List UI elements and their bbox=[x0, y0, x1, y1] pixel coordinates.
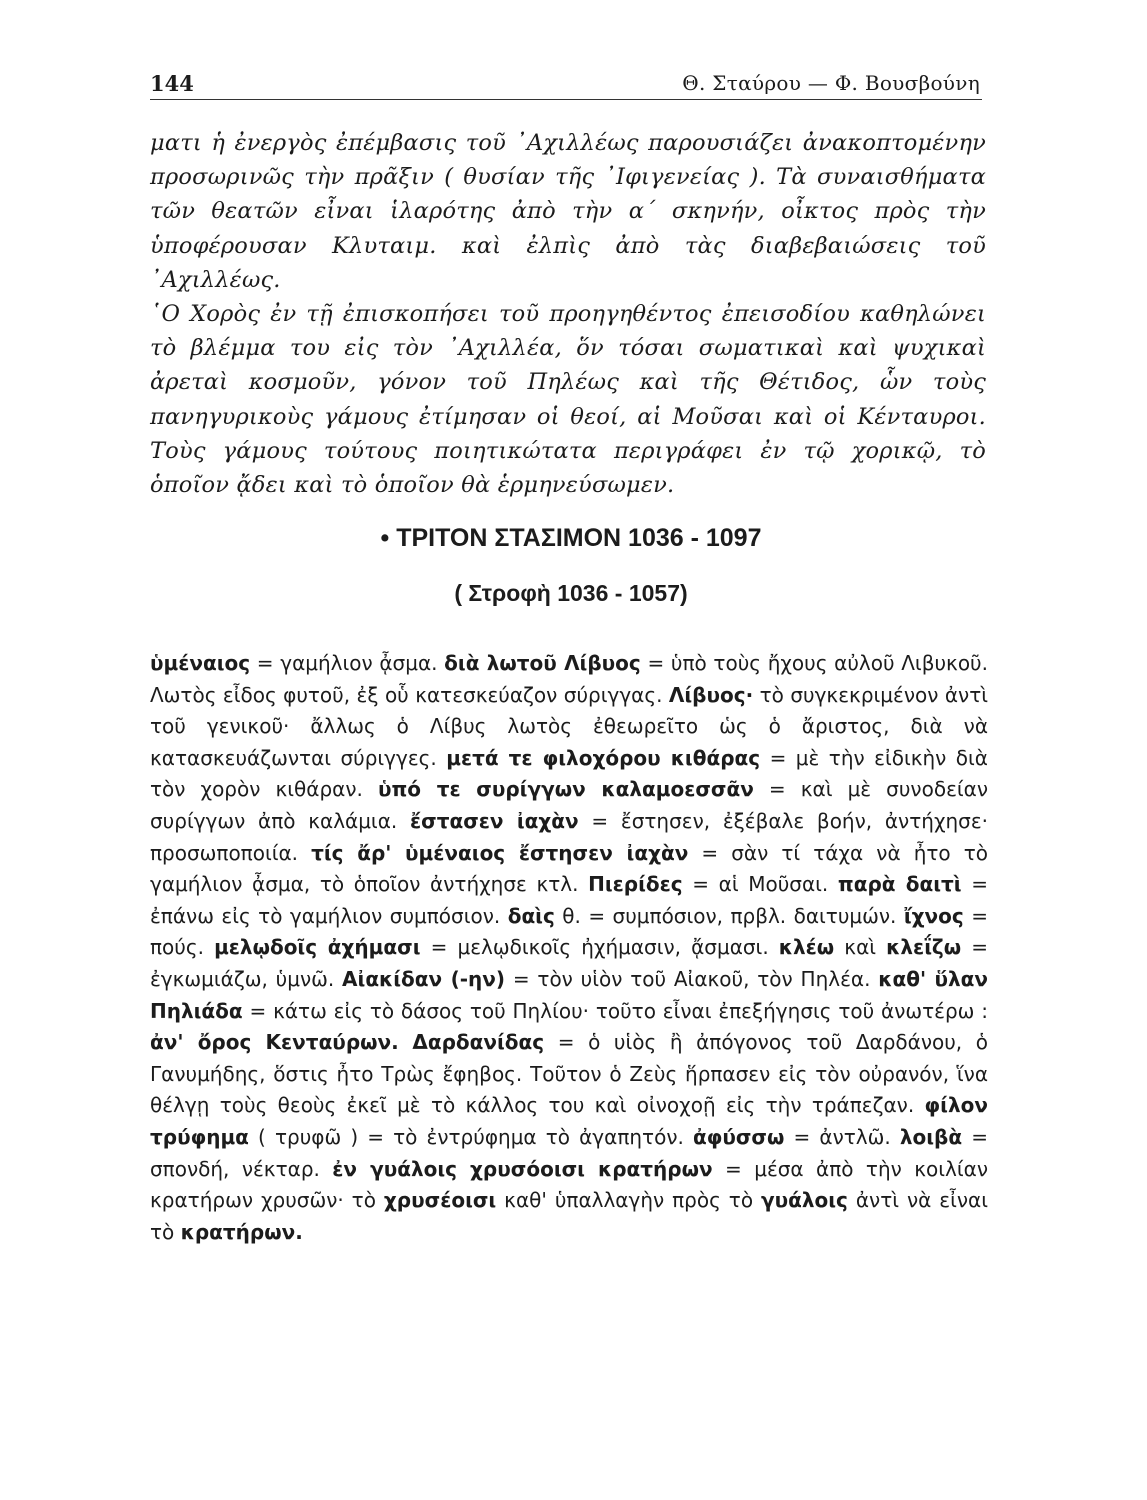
gloss-term: κρατήρων. bbox=[180, 1219, 303, 1244]
gloss-term: ὑπό τε συρίγγων καλαμοεσσᾶν bbox=[377, 777, 754, 802]
glossary bbox=[150, 648, 988, 1248]
gloss-definition: = μέσα ἀπὸ τὴν κοιλίαν κρατήρων χρυσῶν· τὸ bbox=[150, 1156, 988, 1213]
gloss-definition: = ἐπάνω εἰς τὸ γαμήλιον συμπόσιον. bbox=[150, 872, 988, 928]
gloss-definition: = σπονδή, νέκταρ. bbox=[150, 1124, 988, 1181]
running-head: Θ. Σταύρου — Φ. Βουσβούνη bbox=[682, 71, 980, 95]
gloss-term: μελῳδοῖς ἀχήμασι bbox=[214, 935, 421, 960]
gloss-definition: = πούς. bbox=[150, 903, 988, 960]
gloss-term: κλέω bbox=[778, 935, 835, 960]
gloss-definition: ἀντὶ νὰ εἶναι τὸ bbox=[150, 1188, 988, 1244]
gloss-definition: = τὸν υἱὸν τοῦ Αἰακοῦ, τὸν Πηλέα. bbox=[505, 966, 879, 991]
gloss-definition: = ὑπὸ τοὺς ἤχους αὐλοῦ Λιβυκοῦ. Λωτὸς εἶδος φυτοῦ, ἐξ οὗ κατεσκεύαζον σύριγγας. bbox=[150, 651, 988, 707]
section-subtitle: ( Στροφὴ 1036 - 1057) bbox=[454, 580, 688, 606]
gloss-term: γυάλοις bbox=[761, 1188, 848, 1213]
gloss-term: παρὰ δαιτὶ bbox=[837, 872, 962, 897]
gloss-term: κλεΐζω bbox=[886, 935, 962, 960]
gloss-term: χρυσέοισι bbox=[383, 1188, 497, 1213]
glossary-paragraph bbox=[150, 648, 988, 1248]
gloss-definition: καὶ bbox=[834, 935, 887, 960]
section-title: • ΤΡΙΤΟΝ ΣΤΑΣΙΜΟΝ 1036 - 1097 bbox=[380, 524, 762, 552]
gloss-term: Δαρδανίδας bbox=[412, 1030, 545, 1055]
gloss-definition: = ὁ υἱὸς ἢ ἀπόγονος τοῦ Δαρδάνου, ὁ Γανυμήδης, ὅστις ἦτο Τρὼς ἔφηβος. Τοῦτον ὁ Ζεὺς ἥρπασεν εἰς τὸν οὐρανόν, ἵνα θέλγῃ τοὺς θεοὺς ἐκεῖ μὲ τὸ κάλλος του καὶ οἰνοχοῇ εἰς τὴν τράπεζαν. bbox=[150, 1030, 988, 1118]
gloss-definition bbox=[399, 1030, 413, 1054]
gloss-term: Πιερίδες bbox=[588, 872, 683, 897]
gloss-term: ἐν γυάλοις χρυσόοισι κρατήρων bbox=[332, 1156, 713, 1181]
gloss-definition: = γαμήλιον ᾆσμα. bbox=[250, 651, 445, 675]
intro-paragraph-2: ῾Ο Χορὸς ἐν τῇ ἐπισκοπήσει τοῦ προηγηθέντος ἐπεισοδίου καθηλώνει τὸ βλέμμα του εἰς τὸν ᾿Αχιλλέα, ὅν τόσαι σωματικαὶ καὶ ψυχικαὶ ἀρεταὶ κοσμοῦν, γόνον τοῦ Πηλέως καὶ τῆς Θέτιδος, ὧν τοὺς πανηγυρικοὺς γάμους ἐτίμησαν οἱ θεοί, αἱ Μοῦσαι καὶ οἱ Κένταυροι. Τοὺς γάμους τούτους ποιητικώτατα περιγράφει ἐν τῷ χορικῷ, τὸ ὁποῖον ᾄδει καὶ τὸ ὁποῖον θὰ ἑρμηνεύσωμεν. bbox=[150, 301, 986, 499]
intro-paragraph-1: ματι ἡ ἐνεργὸς ἐπέμβασις τοῦ ᾿Αχιλλέως παρουσιάζει ἀνακοπτομένην προσωρινῶς τὴν πρᾶξιν ( θυσίαν τῆς ᾿Ιφιγενείας ). Τὰ συναισθήματα τῶν θεατῶν εἶναι ἱλαρότης ἀπὸ τὴν α΄ σκηνήν, οἶκτος πρὸς τὴν ὑποφέρουσαν Κλυταιμ. καὶ ἐλπὶς ἀπὸ τὰς διαβεβαιώσεις τοῦ ᾿Αχιλλέως. bbox=[150, 130, 986, 293]
gloss-definition: τὸ συγκεκριμένον ἀντὶ τοῦ γενικοῦ· ἄλλως ὁ Λίβυς λωτὸς ἐθεωρεῖτο ὡς ὁ ἄριστος, διὰ νὰ κατασκευάζωνται σύριγγες. bbox=[150, 682, 989, 770]
gloss-term: ἀφύσσω bbox=[692, 1124, 785, 1149]
gloss-definition: καθ' ὑπαλλαγὴν πρὸς τὸ bbox=[496, 1188, 761, 1213]
gloss-definition: θ. = συμπόσιον, πρβλ. δαιτυμών. bbox=[554, 903, 904, 928]
gloss-definition: = σὰν τί τάχα νὰ ἦτο τὸ γαμήλιον ᾆσμα, τὸ ὁποῖον ἀντήχησε κτλ. bbox=[150, 840, 989, 897]
gloss-term: ὑμέναιος bbox=[150, 651, 251, 675]
gloss-definition: = ἀντλῶ. bbox=[784, 1124, 900, 1149]
gloss-term: Λίβυος· bbox=[668, 682, 754, 707]
gloss-definition: = μὲ τὴν εἰδικὴν διὰ τὸν χορὸν κιθάραν. bbox=[150, 745, 988, 802]
gloss-definition: = ἔστησεν, ἐξέβαλε βοήν, ἀντήχησε· προσωποποιία. bbox=[150, 808, 989, 865]
gloss-term: καθ' ὕλαν Πηλιάδα bbox=[150, 966, 989, 1023]
gloss-term: δαὶς bbox=[507, 903, 555, 928]
gloss-definition: = μελῳδικοῖς ἠχήμασιν, ᾄσμασι. bbox=[420, 935, 779, 960]
gloss-term: ἴχνος bbox=[903, 903, 964, 928]
gloss-term: ἔστασεν ἰαχὰν bbox=[409, 808, 579, 833]
page-header bbox=[150, 63, 982, 100]
gloss-term: φίλον τρύφημα bbox=[150, 1093, 988, 1149]
gloss-definition: = ἐγκωμιάζω, ὑμνῶ. bbox=[150, 935, 989, 991]
gloss-definition: = αἱ Μοῦσαι. bbox=[682, 872, 838, 897]
gloss-term: Αἰακίδαν (-ην) bbox=[342, 966, 506, 991]
gloss-term: τίς ἄρ' ὑμέναιος ἔστησεν ἰαχὰν bbox=[311, 840, 689, 865]
gloss-term: διὰ λωτοῦ Λίβυος bbox=[444, 651, 641, 675]
gloss-term: μετά τε φιλοχόρου κιθάρας bbox=[446, 745, 761, 770]
intro-text bbox=[150, 126, 986, 502]
gloss-term: ἀν' ὄρος Κενταύρων. bbox=[150, 1030, 399, 1055]
gloss-definition: = κάτω εἰς τὸ δάσος τοῦ Πηλίου· τοῦτο εἶναι ἐπεξήγησις τοῦ ἀνωτέρω : bbox=[242, 998, 988, 1023]
gloss-definition: ( τρυφῶ ) = τὸ ἐντρύφημα τὸ ἀγαπητόν. bbox=[248, 1124, 693, 1149]
page-number: 144 bbox=[150, 71, 194, 96]
gloss-term: λοιβὰ bbox=[899, 1124, 963, 1149]
gloss-definition: = καὶ μὲ συνοδείαν συρίγγων ἀπὸ καλάμια. bbox=[150, 777, 989, 833]
